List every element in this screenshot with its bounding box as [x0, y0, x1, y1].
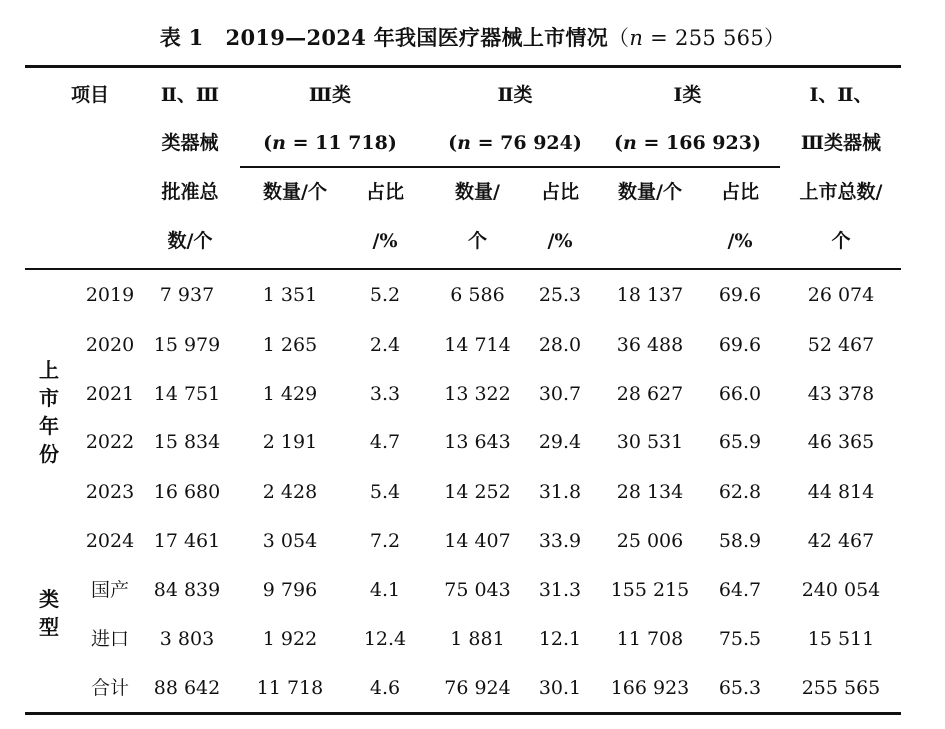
- cell-class2-ratio: 29.4: [538, 431, 582, 453]
- cell-label: 2020: [85, 334, 135, 356]
- table-number: 表 1: [159, 25, 204, 50]
- cell-class2-count: 14 407: [444, 530, 511, 552]
- cell-class3-ratio: 5.2: [369, 284, 401, 306]
- header-class1-ratio-line2: /%: [727, 230, 753, 252]
- cell-total-approved: 15 979: [153, 334, 221, 356]
- header-class3-ratio-line1: 占比: [365, 181, 404, 203]
- cell-total-listed: 240 054: [801, 579, 881, 601]
- cell-class1-count: 155 215: [610, 579, 690, 601]
- cell-class3-count: 1 429: [262, 383, 318, 405]
- cell-class2-ratio: 31.8: [538, 481, 582, 503]
- cell-class3-count: 11 718: [256, 677, 324, 699]
- cell-class1-ratio: 69.6: [718, 284, 762, 306]
- bottom-rule: [25, 712, 901, 715]
- header-class3-n: (n = 11 718): [263, 132, 397, 154]
- cell-class3-count: 1 351: [262, 284, 318, 306]
- class-subheader-rule: [240, 166, 780, 168]
- header-rule: [25, 268, 901, 270]
- cell-class2-count: 76 924: [444, 677, 511, 699]
- cell-class3-count: 1 922: [262, 628, 318, 650]
- header-class3-count: 数量/个: [263, 181, 327, 203]
- cell-class3-ratio: 4.1: [369, 579, 401, 601]
- cell-class1-count: 28 134: [616, 481, 684, 503]
- cell-class2-ratio: 33.9: [538, 530, 582, 552]
- cell-class2-count: 13 643: [444, 431, 511, 453]
- cell-total-approved: 15 834: [153, 431, 221, 453]
- cell-label: 2023: [85, 481, 135, 503]
- cell-class1-ratio: 69.6: [718, 334, 762, 356]
- cell-class3-count: 1 265: [262, 334, 318, 356]
- cell-total-listed: 46 365: [807, 431, 875, 453]
- header-total-listed-line1: Ⅰ、Ⅱ、: [809, 84, 873, 106]
- cell-class3-ratio: 2.4: [369, 334, 401, 356]
- cell-class2-count: 14 714: [444, 334, 511, 356]
- header-class1-label: Ⅰ类: [673, 84, 702, 106]
- cell-class1-ratio: 75.5: [718, 628, 762, 650]
- cell-class2-ratio: 12.1: [538, 628, 582, 650]
- cell-class2-ratio: 30.7: [538, 383, 582, 405]
- header-class2-label: Ⅱ类: [497, 84, 533, 106]
- cell-class3-count: 2 191: [262, 431, 318, 453]
- header-class1-n: (n = 166 923): [614, 132, 761, 154]
- header-class2-ratio-line1: 占比: [540, 181, 579, 203]
- cell-label: 2024: [85, 530, 135, 552]
- cell-total-listed: 42 467: [807, 530, 875, 552]
- cell-label: 进口: [90, 628, 129, 650]
- cell-label: 2022: [85, 431, 135, 453]
- group-label-type: 类 型: [39, 587, 59, 639]
- group-label-year: 上 市 年 份: [39, 358, 59, 466]
- cell-total-approved: 88 642: [153, 677, 221, 699]
- cell-class3-count: 2 428: [262, 481, 318, 503]
- cell-class2-ratio: 30.1: [538, 677, 582, 699]
- cell-class2-count: 75 043: [444, 579, 511, 601]
- cell-class3-count: 9 796: [262, 579, 318, 601]
- header-total-approved-line1: Ⅱ、Ⅲ: [160, 84, 220, 106]
- cell-class3-ratio: 3.3: [369, 383, 401, 405]
- cell-total-approved: 14 751: [153, 383, 221, 405]
- cell-class2-count: 1 881: [450, 628, 505, 650]
- cell-total-approved: 16 680: [153, 481, 221, 503]
- cell-class2-ratio: 28.0: [538, 334, 582, 356]
- cell-class1-ratio: 66.0: [718, 383, 762, 405]
- cell-class1-ratio: 65.9: [718, 431, 762, 453]
- cell-class1-count: 36 488: [616, 334, 684, 356]
- cell-class1-ratio: 65.3: [718, 677, 762, 699]
- header-class3-label: Ⅲ类: [308, 84, 352, 106]
- header-total-approved-line3: 批准总: [161, 181, 219, 203]
- cell-total-listed: 43 378: [807, 383, 875, 405]
- table-title: [0, 22, 945, 52]
- cell-total-approved: 3 803: [159, 628, 215, 650]
- cell-total-listed: 255 565: [801, 677, 881, 699]
- cell-class2-ratio: 25.3: [538, 284, 582, 306]
- cell-label: 2019: [85, 284, 135, 306]
- cell-total-approved: 7 937: [159, 284, 215, 306]
- cell-total-approved: 84 839: [153, 579, 221, 601]
- header-total-approved-line2: 类器械: [161, 132, 219, 154]
- cell-class3-ratio: 4.6: [369, 677, 401, 699]
- cell-class2-ratio: 31.3: [538, 579, 582, 601]
- cell-class1-ratio: 62.8: [718, 481, 762, 503]
- cell-class2-count: 13 322: [444, 383, 511, 405]
- header-class3-ratio-line2: /%: [372, 230, 398, 252]
- table-title-n: （n = 255 565）: [608, 26, 786, 50]
- cell-class3-ratio: 12.4: [363, 628, 407, 650]
- cell-class1-count: 18 137: [616, 284, 684, 306]
- header-class2-ratio-line2: /%: [547, 230, 573, 252]
- header-class1-count: 数量/个: [618, 181, 682, 203]
- cell-class3-ratio: 4.7: [369, 431, 401, 453]
- cell-class2-count: 14 252: [444, 481, 511, 503]
- header-total-approved-line4: 数/个: [167, 230, 213, 252]
- cell-class1-count: 28 627: [616, 383, 684, 405]
- cell-class2-count: 6 586: [450, 284, 505, 306]
- header-project: 项目: [70, 84, 109, 106]
- cell-label: 2021: [85, 383, 135, 405]
- cell-total-listed: 15 511: [807, 628, 875, 650]
- cell-class1-count: 11 708: [616, 628, 684, 650]
- cell-label: 国产: [90, 579, 129, 601]
- cell-total-approved: 17 461: [153, 530, 221, 552]
- cell-class1-count: 166 923: [610, 677, 690, 699]
- header-total-listed-line2: Ⅲ类器械: [800, 132, 882, 154]
- table-title-main: 2019—2024 年我国医疗器械上市情况: [225, 25, 609, 50]
- header-class2-count-line1: 数量/: [455, 181, 500, 203]
- header-class2-n: (n = 76 924): [448, 132, 582, 154]
- header-class2-count-line2: 个: [467, 230, 487, 252]
- cell-total-listed: 44 814: [807, 481, 875, 503]
- cell-class1-count: 30 531: [616, 431, 684, 453]
- cell-class1-ratio: 58.9: [718, 530, 762, 552]
- cell-class1-count: 25 006: [616, 530, 684, 552]
- cell-class1-ratio: 64.7: [718, 579, 762, 601]
- cell-class3-count: 3 054: [262, 530, 318, 552]
- cell-class3-ratio: 7.2: [369, 530, 401, 552]
- cell-label: 合计: [90, 677, 129, 699]
- cell-class3-ratio: 5.4: [369, 481, 401, 503]
- header-total-listed-line3: 上市总数/: [799, 181, 883, 203]
- header-total-listed-line4: 个: [831, 230, 851, 252]
- header-class1-ratio-line1: 占比: [720, 181, 759, 203]
- top-rule: [25, 65, 901, 68]
- cell-total-listed: 52 467: [807, 334, 875, 356]
- cell-total-listed: 26 074: [807, 284, 875, 306]
